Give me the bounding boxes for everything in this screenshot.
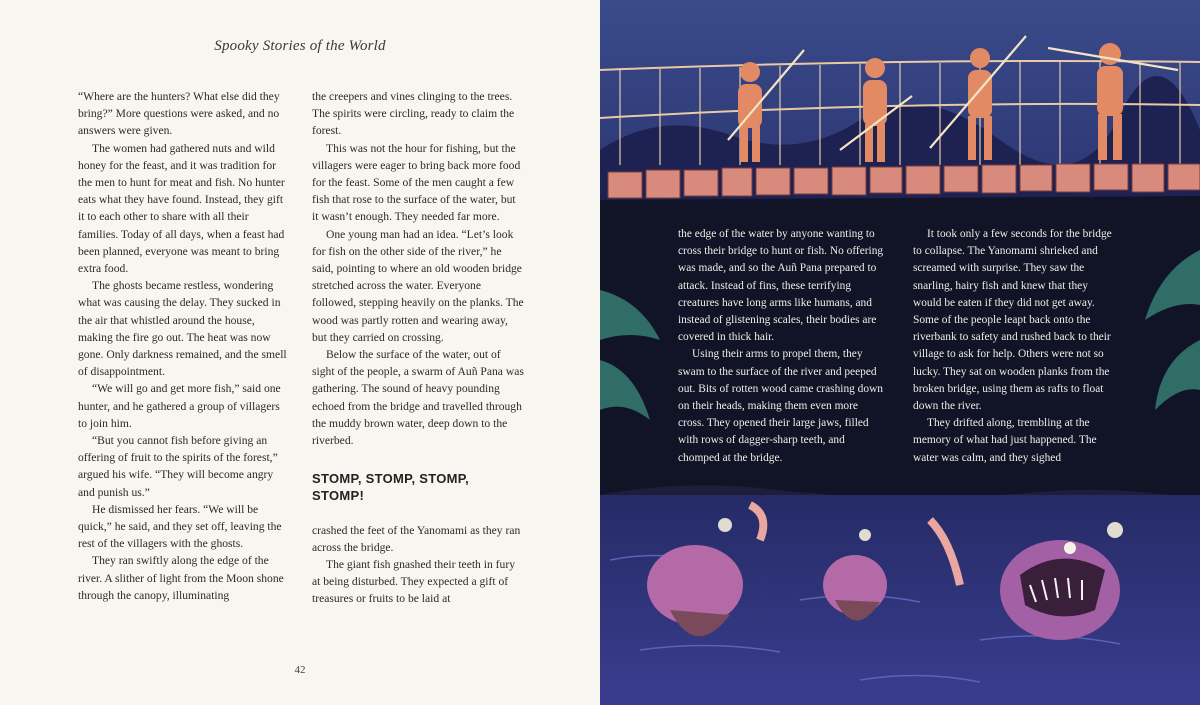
paragraph: The women had gathered nuts and wild honey for the feast, and it was tradition for the men to hunt for meat and fish. No hunter eats what they have found. Instead, they gift it to each other to share with all their families. Today of all days, when a feast had been planned, everyone was meant to bring extra food.: [78, 141, 285, 276]
paragraph: the creepers and vines clinging to the trees. The spirits were circling, ready to claim the forest.: [312, 90, 515, 138]
paragraph: The ghosts became restless, wondering what was causing the delay. They sucked in the air that whistled around the house, making the fire go out. The heat was now gone. Only darkness remained, and the smell of disappointment.: [78, 279, 287, 379]
running-head: Spooky Stories of the World: [214, 38, 386, 54]
paragraph: “We will go and get more fish,” said one hunter, and he gathered a group of villagers to join him.: [78, 382, 281, 430]
stomp-heading: STOMP, STOMP, STOMP, STOMP!: [312, 471, 469, 504]
paragraph: the edge of the water by anyone wanting to cross their bridge to hunt or fish. No offering was made, and so the Auñ Pana prepared to attack. Instead of fins, these terrifying creatures have long arms like humans, and instead of glistening scales, their bodies are covered in thick hair.: [678, 228, 884, 344]
paragraph: They ran swiftly along the edge of the river. A slither of light from the Moon shone through the canopy, illuminating: [78, 554, 284, 602]
paragraph: He dismissed her fears. “We will be quick,” he said, and they set off, leaving the rest of the villagers with the ghosts.: [78, 502, 282, 551]
right-page-illustration: [600, 0, 1200, 705]
paragraph: “Where are the hunters? What else did they bring?” More questions were asked, and no answers were given.: [78, 90, 280, 138]
paragraph: Using their arms to propel them, they swam to the surface of the river and peeped out. Bits of rotten wood came crashing down on their heads, making them even more cross. They opened their large jaws, filled with rows of dagger-sharp teeth, and chomped at the bridge.: [678, 348, 883, 464]
paragraph: This was not the hour for fishing, but the villagers were eager to bring back more food for the feast. Some of the men caught a few fish that rose to the surface of the water, but it wasn’t enough. They needed far more.: [312, 141, 521, 224]
paragraph: It took only a few seconds for the bridge to collapse. The Yanomami shrieked and screamed with surprise. They saw the snarling, hairy fish and knew that they would be eaten if they did not get away. Some of the people leapt back onto the riverbank to safety and rushed back to their village to ask for help. Others were not so lucky. They sat on wooden planks from the broken bridge, using them as rafts to float down the river.: [913, 228, 1112, 413]
right-text-column-1: [678, 226, 884, 467]
paragraph: Below the surface of the water, out of sight of the people, a swarm of Auñ Pana was gathering. The sound of heavy pounding echoed from the bridge and travelled through the muddy brown water, deep down to the riverbed.: [312, 348, 524, 448]
left-text-column-1: [78, 88, 290, 604]
paragraph: One young man had an idea. “Let’s look for fish on the other side of the river,” he said, pointing to where an old wooden bridge stretched across the water. Everyone followed, stepping heavily on the planks. The wood was partly rotten and wearing away, but they carried on crossing.: [312, 227, 524, 344]
paragraph: “But you cannot fish before giving an offering of fruit to the spirits of the forest,” argued his wife. “They will become angry and punish us.”: [78, 434, 278, 499]
left-text-column-2: [312, 88, 524, 608]
paragraph: crashed the feet of the Yanomami as they ran across the bridge.: [312, 523, 521, 554]
right-text-column-2: [913, 226, 1119, 467]
page-number: 42: [294, 664, 306, 676]
paragraph: The giant fish gnashed their teeth in fury at being disturbed. They expected a gift of treasures or fruits to be laid at: [312, 558, 515, 606]
paragraph: They drifted along, trembling at the memory of what had just happened. The water was calm, and they sighed: [913, 417, 1097, 464]
